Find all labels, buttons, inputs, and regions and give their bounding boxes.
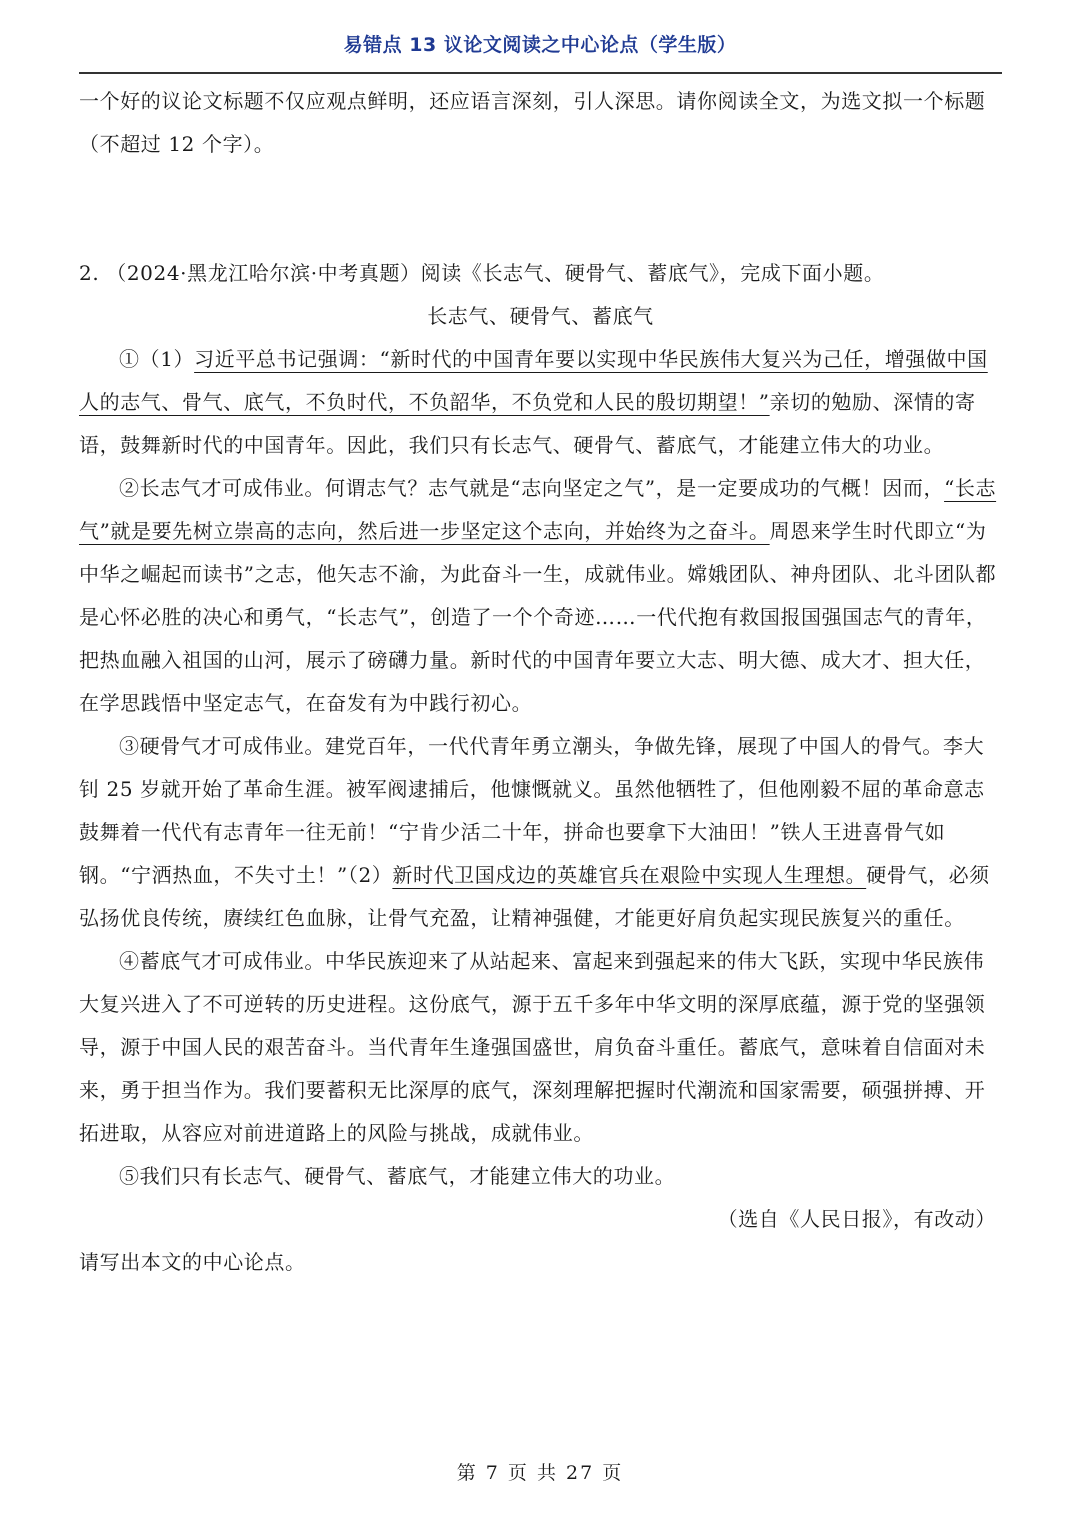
- source-citation: （选自《人民日报》，有改动）: [717, 1207, 996, 1231]
- paragraph-3: [79, 725, 1002, 940]
- paragraph-5: ⑤我们只有长志气、硬骨气、蓄底气，才能建立伟大的功业。: [119, 1164, 676, 1188]
- paragraph-1-lead: ①（1）: [119, 347, 195, 371]
- paragraph-3-a: ③硬骨气才可成伟业。建党百年，一代代青年勇立潮头，争做先锋，展现了中国人的骨气。李大钊 25 岁就开始了革命生涯。被军阀逮捕后，他慷慨就义。虽然他牺牲了，但他刚毅不屈的革命意志鼓舞着一代代有志青年一往无前！“宁肯少活二十年，拼命也要拿下大油田！”铁人王进喜骨气如钢。“宁洒热血，不失寸土！”（2）: [79, 734, 985, 887]
- question-1-prompt: 一个好的议论文标题不仅应观点鲜明，还应语言深刻，引人深思。请你阅读全文，为选文拟一个标题（不超过 12 个字）。: [79, 89, 986, 156]
- paragraph-2: [79, 467, 1002, 725]
- document-body: [79, 80, 1002, 1284]
- paragraph-1-underlined: 习近平总书记强调：“新时代的中国青年要以实现中华民族伟大复兴为己任，增强做中国人的志气、骨气、底气，不负时代，不负韶华，不负党和人民的殷切期望！”: [79, 347, 988, 414]
- paragraph-2-b: 周恩来学生时代即立“为中华之崛起而读书”之志，他矢志不渝，为此奋斗一生，成就伟业。嫦娥团队、神舟团队、北斗团队都是心怀必胜的决心和勇气，“长志气”，创造了一个个奇迹……一代代抱有救国报国强国志气的青年，把热血融入祖国的山河，展示了磅礴力量。新时代的中国青年要立大志、明大德、成大才、担大任，在学思践悟中坚定志气，在奋发有为中践行初心。: [79, 519, 997, 715]
- paragraph-2-a: ②长志气才可成伟业。何谓志气？志气就是“志向坚定之气”，是一定要成功的气概！因而，: [119, 476, 945, 500]
- article-title: 长志气、硬骨气、蓄底气: [427, 304, 654, 328]
- paragraph-3-b: 硬骨气，必须弘扬优良传统，赓续红色血脉，让骨气充盈，让精神强健，才能更好肩负起实现民族复兴的重任。: [79, 863, 990, 930]
- answer-space: [79, 166, 1002, 252]
- question-2-prompt: 请写出本文的中心论点。: [79, 1250, 306, 1274]
- header-divider: [79, 72, 1002, 74]
- page-number: 第 7 页 共 27 页: [456, 1462, 624, 1484]
- paragraph-1: [79, 338, 1002, 467]
- paragraph-4: ④蓄底气才可成伟业。中华民族迎来了从站起来、富起来到强起来的伟大飞跃，实现中华民族伟大复兴进入了不可逆转的历史进程。这份底气，源于五千多年中华文明的深厚底蕴，源于党的坚强领导，源于中国人民的艰苦奋斗。当代青年生逢强国盛世，肩负奋斗重任。蓄底气，意味着自信面对未来，勇于担当作为。我们要蓄积无比深厚的底气，深刻理解把握时代潮流和国家需要，硕强拼搏、开拓进取，从容应对前进道路上的风险与挑战，成就伟业。: [79, 949, 986, 1145]
- question-2-intro: 2. （2024·黑龙江哈尔滨·中考真题）阅读《长志气、硬骨气、蓄底气》，完成下面小题。: [79, 261, 885, 285]
- paragraph-3-underlined: 新时代卫国戍边的英雄官兵在艰险中实现人生理想。: [392, 863, 867, 887]
- page-header-title: 易错点 13 议论文阅读之中心论点（学生版）: [343, 34, 737, 56]
- paragraph-2-underlined: “长志气”就是要先树立崇高的志向，然后进一步坚定这个志向，并始终为之奋斗。: [79, 476, 997, 543]
- paragraph-1-rest: 亲切的勉励、深情的寄语，鼓舞新时代的中国青年。因此，我们只有长志气、硬骨气、蓄底气，才能建立伟大的功业。: [79, 390, 976, 457]
